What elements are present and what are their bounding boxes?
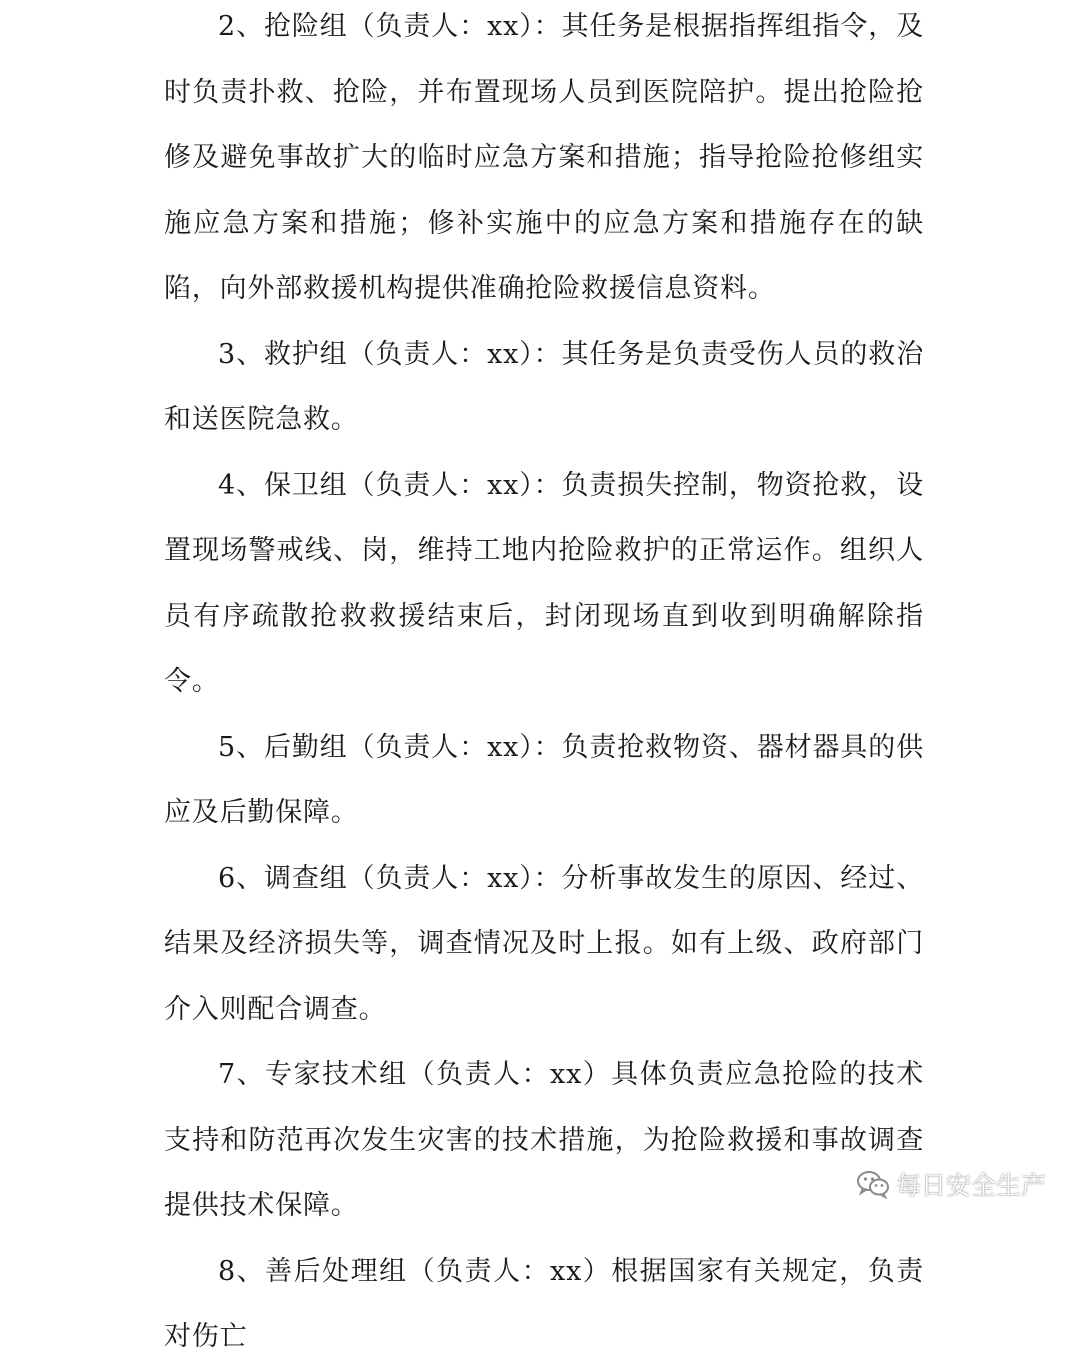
wechat-icon: [856, 1169, 890, 1199]
paragraph-rescue-group: 2、抢险组（负责人：xx）：其任务是根据指挥组指令，及时负责扑救、抢险，并布置现场人员到医院陪护。提出抢险抢修及避免事故扩大的临时应急方案和措施；指导抢险抢修组实施应急方案和措施；修补实施中的应急方案和措施存在的缺陷，向外部救援机构提供准确抢险救援信息资料。: [164, 11, 924, 304]
watermark-text: 每日安全生产: [895, 1171, 1046, 1200]
document-body: [164, 0, 924, 1370]
paragraph-investigation-group: 6、调查组（负责人：xx）：分析事故发生的原因、经过、结果及经济损失等，调查情况及时上报。如有上级、政府部门介入则配合调查。: [164, 862, 924, 1025]
paragraph-expert-group: 7、专家技术组（负责人：xx）具体负责应急抢险的技术支持和防范再次发生灾害的技术措施，为抢险救援和事故调查提供技术保障。: [164, 1059, 924, 1221]
paragraph-logistics-group: 5、后勤组（负责人：xx）：负责抢救物资、器材器具的供应及后勤保障。: [164, 731, 924, 828]
paragraph-aftermath-group: 8、善后处理组（负责人：xx）根据国家有关规定，负责对伤亡: [164, 1255, 924, 1352]
watermark: [856, 1166, 1046, 1202]
paragraph-security-group: 4、保卫组（负责人：xx）：负责损失控制，物资抢救，设置现场警戒线、岗，维持工地内抢险救护的正常运作。组织人员有序疏散抢救救援结束后，封闭现场直到收到明确解除指令。: [164, 469, 924, 697]
paragraph-medical-group: 3、救护组（负责人：xx）：其任务是负责受伤人员的救治和送医院急救。: [164, 338, 924, 435]
